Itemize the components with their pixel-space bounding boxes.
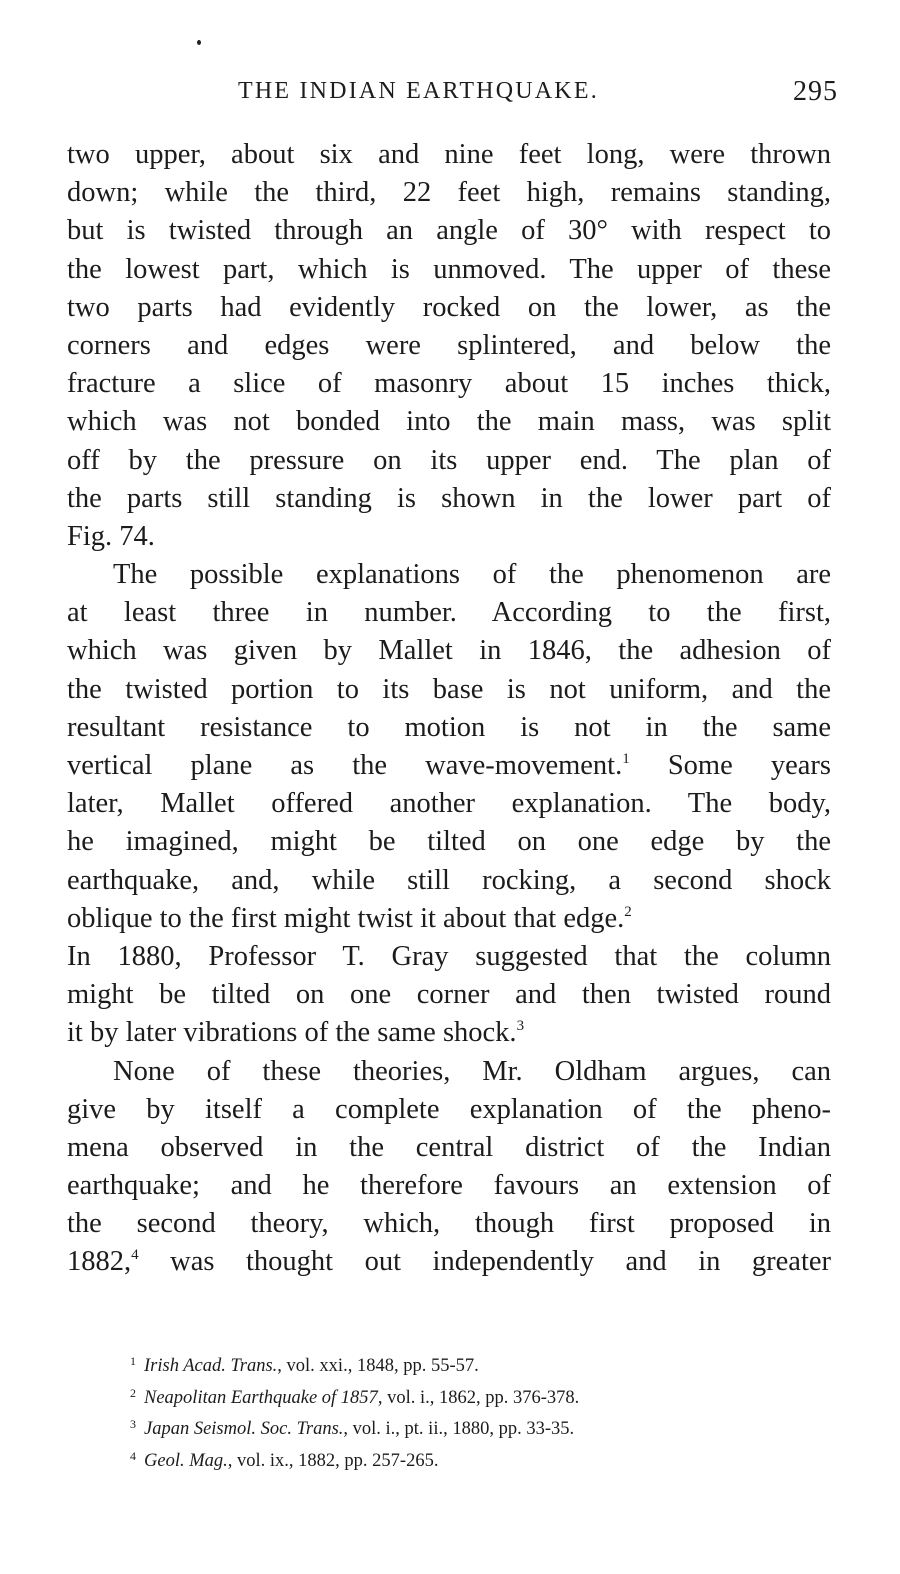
text-line: resultant resistance to motion is not in the same [67,711,831,743]
text-line: None of these theories, Mr. Oldham argues, can [113,1055,831,1087]
text-line: give by itself a complete explanation of the pheno- [67,1093,831,1125]
line-tail: Some years [667,750,831,781]
text-line: fracture a slice of masonry about 15 inches thick, [67,368,831,400]
footnotes [130,1348,830,1475]
body-text [67,136,831,1282]
paragraph-3 [67,1053,831,1282]
line-text: vertical plane as the wave-movement. [67,750,623,781]
footnote-marker: 1 [130,1354,136,1368]
footnote-details: , vol. i., 1862, pp. 376-378. [377,1387,580,1408]
page-number: 295 [793,76,838,107]
footnote-details: , vol. i., pt. ii., 1880, pp. 33-35. [343,1419,575,1440]
footnote [130,1443,830,1475]
text-line: he imagined, might be tilted on one edge by the [67,826,831,858]
text-line: off by the pressure on its upper end. The plan of [67,444,831,476]
text-line: which was given by Mallet in 1846, the adhesion of [67,635,831,667]
text-line: the second theory, which, though first proposed in [67,1208,831,1240]
text-line: mena observed in the central district of the Indian [67,1131,831,1163]
text-line: which was not bonded into the main mass, was split [67,406,831,438]
text-line: Fig. 74. [67,520,155,552]
ink-speck [197,40,201,45]
footnote-source: Irish Acad. Trans. [144,1356,278,1376]
text-line: down; while the third, 22 feet high, remains standing, [67,177,831,209]
footnote-marker: 2 [130,1385,136,1400]
footnote-ref-4[interactable]: 4 [131,1247,139,1264]
text-line: two parts had evidently rocked on the lower, as the [67,291,831,323]
text-line: later, Mallet offered another explanation. The body, [67,788,831,820]
text-line: earthquake, and, while still rocking, a second shock [67,864,831,896]
text-line: The possible explanations of the phenomenon are [113,559,831,591]
text-line: but is twisted through an angle of 30° with respect to [67,215,831,247]
footnote-ref-3[interactable]: 3 [516,1018,525,1035]
paragraph-1 [67,136,831,556]
text-line-with-footnote [67,900,831,938]
footnote-source: Geol. Mag. [144,1451,228,1472]
footnote [130,1411,830,1443]
line-text: 1882, [67,1246,132,1278]
footnote [130,1380,830,1412]
text-line: the twisted portion to its base is not uniform, and the [67,673,831,705]
line-text: it by later vibrations of the same shock. [67,1017,517,1049]
paragraph-2 [67,556,831,1052]
line-tail: was thought out independently and in greater [170,1246,832,1278]
footnote-marker: 4 [130,1449,136,1464]
line-text: oblique to the first might twist it about that edge. [67,902,625,934]
footnote [130,1348,830,1380]
text-line: earthquake; and he therefore favours an extension of [67,1170,831,1202]
footnote-source: Neapolitan Earthquake of 1857 [144,1387,378,1408]
text-line-with-footnote [67,1014,831,1052]
footnote-details: , vol. xxi., 1848, pp. 55-57. [277,1356,479,1376]
text-line-with-footnote [67,1243,831,1281]
text-line: at least three in number. According to the first, [67,597,831,629]
footnote-details: , vol. ix., 1882, pp. 257-265. [227,1451,439,1472]
text-line-with-footnote [67,747,831,785]
text-line: the parts still standing is shown in the lower part of [67,482,831,514]
text-line: might be tilted on one corner and then twisted round [67,979,831,1011]
footnote-ref-1[interactable]: 1 [622,751,630,767]
text-line: In 1880, Professor T. Gray suggested that the column [67,940,831,972]
running-head [238,78,838,118]
text-line: the lowest part, which is unmoved. The upper of these [67,253,831,285]
running-title: THE INDIAN EARTHQUAKE. [238,78,599,104]
footnote-source: Japan Seismol. Soc. Trans. [144,1419,344,1440]
footnote-ref-2[interactable]: 2 [624,903,632,920]
text-line: corners and edges were splintered, and below the [67,329,831,361]
text-line: two upper, about six and nine feet long, were thrown [67,139,831,170]
footnote-marker: 3 [130,1417,136,1432]
